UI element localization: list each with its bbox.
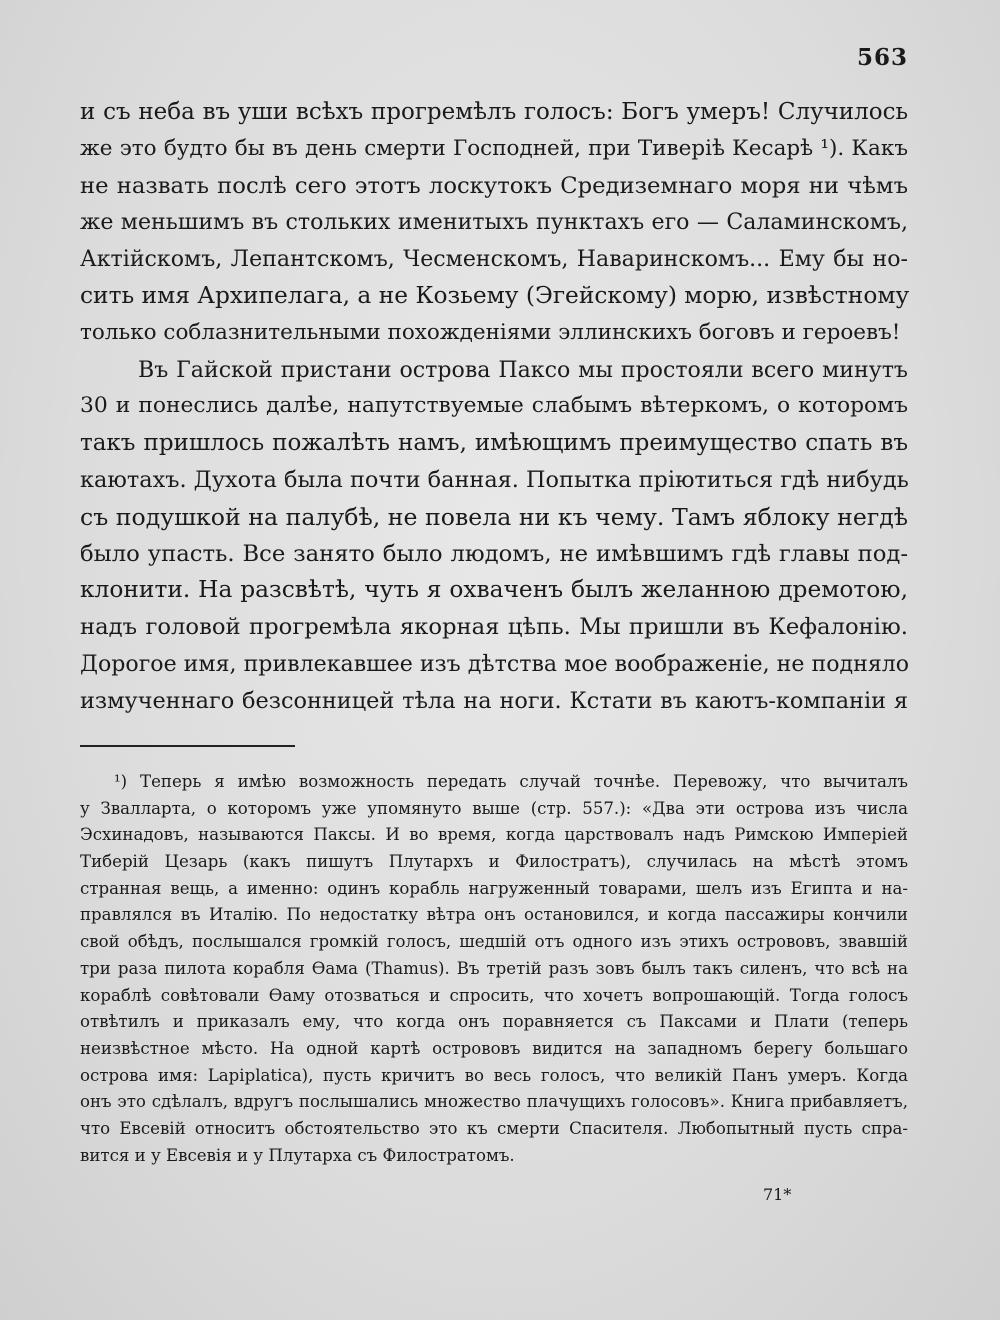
footnote-line: онъ это сдѣлалъ, вдругъ послышались множество плачущихъ голосовъ». Книга прибавляетъ, <box>80 1092 908 1112</box>
footnote-line: Тиберій Цезарь (какъ пишутъ Плутархъ и Филостратъ), случилась на мѣстѣ этомъ <box>80 852 908 872</box>
text-line: такъ пришлось пожалѣть намъ, имѣющимъ преимущество спать въ <box>80 430 908 457</box>
text-line: и съ неба въ уши всѣхъ прогремѣлъ голосъ: Богъ умеръ! Случилось <box>80 99 908 125</box>
footnote-line: Эсхинадовъ, называются Паксы. И во время, когда царствовалъ надъ Римскою Имперіей <box>80 825 908 845</box>
footnotes <box>80 769 908 1169</box>
page-number: 563 <box>856 44 908 71</box>
text-line: клонити. На разсвѣтѣ, чуть я охваченъ былъ желанною дремотою, <box>80 576 908 604</box>
footnote-line: острова имя: Lapiplatica), пусть кричитъ во весь голосъ, что великій Панъ умеръ. Когда <box>80 1065 908 1085</box>
footnote-line: вится и у Евсевія и у Плутарха съ Филостратомъ. <box>80 1145 515 1165</box>
text-line: же меньшимъ въ стольких именитыхъ пунктахъ его — Саламинскомъ, <box>80 209 908 236</box>
text-line: не назвать послѣ сего этотъ лоскутокъ Средиземнаго моря ни чѣмъ <box>80 172 908 199</box>
text-line: надъ головой прогремѣла якорная цѣпь. Мы пришли въ Кефалонію. <box>80 614 908 641</box>
footnote-line: кораблѣ совѣтовали Ѳаму отозваться и спросить, что хочетъ вопрошающій. Тогда голосъ <box>80 985 908 1005</box>
footnote-divider <box>80 745 295 747</box>
text-line: измученнаго безсонницей тѣла на ноги. Кстати въ каютъ-компаніи я <box>80 687 908 714</box>
footnote-line: три раза пилота корабля Ѳама (Thamus). Въ третій разъ зовъ былъ такъ силенъ, что всѣ на <box>80 958 908 978</box>
text-line: Дорогое имя, привлекавшее изъ дѣтства мое воображеніе, не подняло <box>80 650 910 677</box>
text-line: было упасть. Все занято было людомъ, не имѣвшимъ гдѣ главы под- <box>80 540 908 567</box>
footnote-line: отвѣтилъ и приказалъ ему, что когда онъ поравняется съ Паксами и Плати (теперь <box>80 1012 908 1032</box>
text-line: Актійскомъ, Лепантскомъ, Чесменскомъ, Наваринскомъ... Ему бы но- <box>80 246 908 273</box>
footnote-line: ¹) Теперь я имѣю возможность передать случай точнѣе. Перевожу, что вычиталъ <box>114 772 908 791</box>
footnote-line: правлялся въ Италію. По недостатку вѣтра онъ остановился, и когда пассажиры кончили <box>80 905 908 925</box>
text-line: каютахъ. Духота была почти банная. Попытка пріютиться гдѣ нибудь <box>80 466 909 493</box>
footnote-line: неизвѣстное мѣсто. На одной картѣ острововъ видится на западномъ берегу большаго <box>80 1038 908 1058</box>
text-line: только соблазнительными похожденіями эллинскихъ боговъ и героевъ! <box>80 319 901 345</box>
footnote-line: что Евсевій относитъ обстоятельство это къ смерти Спасителя. Любопытный пусть спра- <box>80 1118 908 1138</box>
printer-signature-mark: 71* <box>763 1185 792 1204</box>
text-line: 30 и понеслись далѣе, напутствуемые слабымъ вѣтеркомъ, о которомъ <box>80 393 908 419</box>
text-line: же это будто бы въ день смерти Господней, при Тиверіѣ Кесарѣ ¹). Какъ <box>80 135 908 161</box>
text-line: сить имя Архипелага, а не Козьему (Эгейскому) морю, извѣстному <box>80 281 910 309</box>
footnote-line: свой обѣдъ, послышался громкій голосъ, шедшій отъ одного изъ этихъ острововъ, звавшій <box>80 932 908 952</box>
text-line: Въ Гайской пристани острова Паксо мы простояли всего минутъ <box>138 356 908 383</box>
text-line: съ подушкой на палубѣ, не повела ни къ чему. Тамъ яблоку негдѣ <box>80 502 908 531</box>
footnote-line: у Звалларта, о которомъ уже упомянуто выше (стр. 557.): «Два эти острова изъ числа <box>80 798 908 818</box>
main-text <box>80 94 908 720</box>
footnote-line: странная вещь, а именно: одинъ корабль нагруженный товарами, шелъ изъ Египта и на- <box>80 878 908 898</box>
